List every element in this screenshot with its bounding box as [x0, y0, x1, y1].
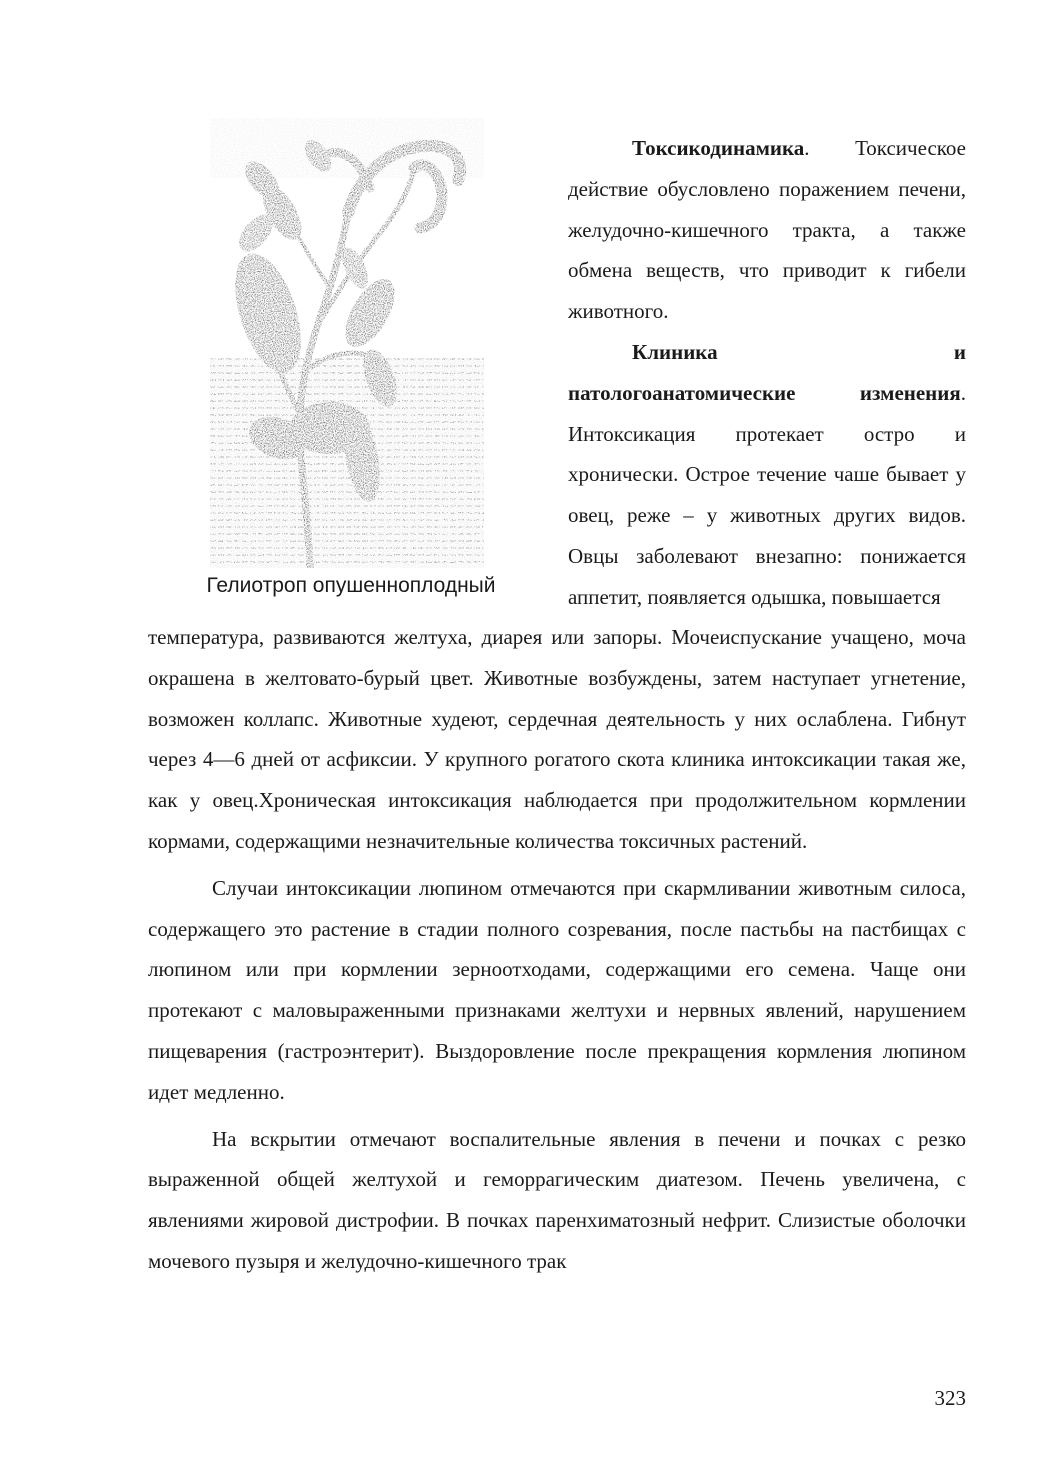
- heliotrope-plant-illustration: [210, 118, 484, 573]
- figure-caption: Гелиотроп опушенноплодный: [206, 574, 496, 597]
- paragraph-autopsy: На вскрытии отмечают воспалительные явления в печени и почках с резко выраженной общей желтухой и геморрагическим диатезом. Печень увеличена, с явлениями жировой дистрофии. В почках паренхиматозный нефрит. Слизистые оболочки мочевого пузыря и желудочно-кишечного трак: [148, 1126, 966, 1273]
- paragraph-clinic-continued: температура, развиваются желтуха, диарея или запоры. Мочеиспускание учащено, моча окрашена в желтовато-бурый цвет. Животные возбуждены, затем наступает угнетение, возможен коллапс. Животные худеют, сердечная деятельность у них ослаблена. Гибнут через 4—6 дней от асфиксии. У крупного рогатого скота клиника интоксикации такая же, как у овец.Хроническая интоксикация наблюдается при продолжительном кормлении кормами, содержащими незначительные количества токсичных растений.: [148, 625, 966, 853]
- paragraph-toxicodynamics-text: . Токсическое действие обусловлено поражением печени, желудочно-кишечного тракта, а также обмена веществ, что приводит к гибели животного.: [568, 136, 966, 324]
- figure: [176, 118, 526, 608]
- body-text: [148, 617, 966, 1282]
- heading-clinic: Клиника и патологоанатомические изменения: [568, 339, 966, 405]
- paragraph-clinic-text: . Интоксикация протекает остро и хронически. Острое течение чаше бывает у овец, реже – у животных других видов. Овцы заболевают внезапно: понижается аппетит, появляется одышка, повышается: [568, 380, 966, 609]
- side-column: [568, 128, 966, 618]
- paragraph-lupine: Случаи интоксикации люпином отмечаются при скармливании животным силоса, содержащего это растение в стадии полного созревания, после пастьбы на пастбищах с люпином или при кормлении зерноотходами, содержащими его семена. Чаще они протекают с маловыраженными признаками желтухи и нервных явлений, нарушением пищеварения (гастроэнтерит). Выздоровление после прекращения кормления люпином идет медленно.: [148, 875, 966, 1104]
- paragraph-clinic: [568, 332, 966, 618]
- paragraph-toxicodynamics: [568, 128, 966, 332]
- page-number: 323: [934, 1386, 966, 1410]
- heading-toxicodynamics: Токсикодинамика: [632, 136, 805, 160]
